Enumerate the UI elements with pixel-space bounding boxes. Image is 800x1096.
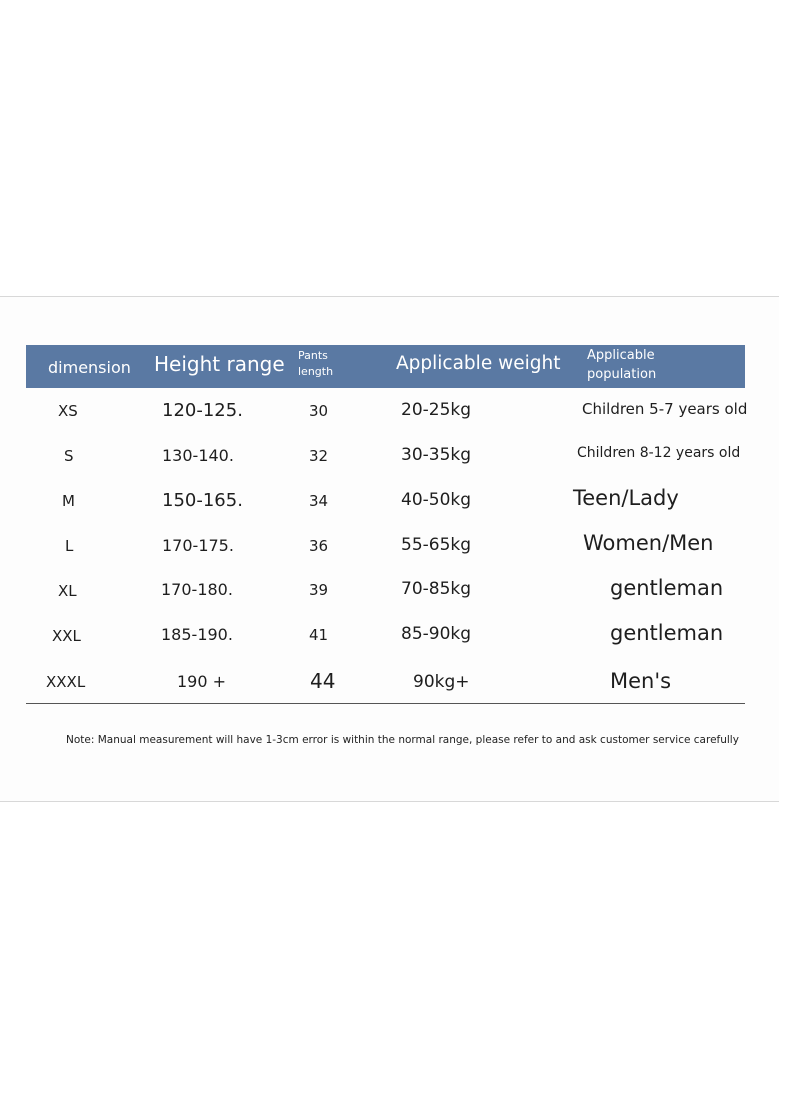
row-xxxl-size: XXXL bbox=[46, 673, 86, 691]
row-m-weight: 40-50kg bbox=[401, 490, 472, 510]
row-m-pants: 34 bbox=[309, 492, 329, 510]
row-xs-weight: 20-25kg bbox=[401, 400, 472, 420]
row-s-size: S bbox=[64, 447, 74, 465]
header-dimension: dimension bbox=[48, 358, 131, 377]
row-xxxl-height: 190 + bbox=[177, 672, 227, 691]
row-l-size: L bbox=[65, 537, 74, 555]
row-l-height: 170-175. bbox=[162, 536, 234, 555]
row-xs-population: Children 5-7 years old bbox=[582, 400, 748, 418]
header-applicable-weight: Applicable weight bbox=[396, 353, 561, 374]
row-xs-size: XS bbox=[58, 402, 78, 420]
row-xl-pants: 39 bbox=[309, 581, 329, 599]
header-pants-length-line1: Pants bbox=[298, 349, 328, 362]
table-header bbox=[26, 345, 745, 388]
row-xxl-pants: 41 bbox=[309, 626, 329, 644]
row-s-population: Children 8-12 years old bbox=[577, 445, 741, 461]
row-xs-height: 120-125. bbox=[162, 400, 243, 421]
header-height-range: Height range bbox=[154, 352, 285, 376]
row-m-population: Teen/Lady bbox=[573, 486, 679, 510]
row-l-weight: 55-65kg bbox=[401, 535, 472, 555]
row-xxxl-pants: 44 bbox=[310, 669, 336, 693]
row-xxxl-population: Men's bbox=[610, 669, 672, 693]
row-xxxl-weight: 90kg+ bbox=[413, 672, 470, 692]
row-xxl-weight: 85-90kg bbox=[401, 624, 472, 644]
header-applicable-population-line1: Applicable bbox=[587, 348, 655, 363]
header-pants-length-line2: length bbox=[298, 365, 334, 378]
row-s-height: 130-140. bbox=[162, 446, 234, 465]
row-xxl-height: 185-190. bbox=[161, 625, 233, 644]
row-xs-pants: 30 bbox=[309, 402, 329, 420]
measurement-note: Note: Manual measurement will have 1-3cm error is within the normal range, please refer to and ask customer service carefully bbox=[66, 734, 739, 746]
row-s-pants: 32 bbox=[309, 447, 329, 465]
row-xxl-population: gentleman bbox=[610, 621, 724, 645]
row-m-height: 150-165. bbox=[162, 490, 243, 511]
row-xl-size: XL bbox=[58, 582, 77, 600]
row-l-pants: 36 bbox=[309, 537, 329, 555]
row-xxl-size: XXL bbox=[52, 627, 81, 645]
row-s-weight: 30-35kg bbox=[401, 445, 472, 465]
row-xl-population: gentleman bbox=[610, 576, 724, 600]
row-xl-weight: 70-85kg bbox=[401, 579, 472, 599]
table-bottom-rule bbox=[26, 703, 745, 704]
header-applicable-population-line2: population bbox=[587, 367, 657, 382]
row-l-population: Women/Men bbox=[583, 531, 714, 555]
row-xl-height: 170-180. bbox=[161, 580, 233, 599]
row-m-size: M bbox=[62, 492, 75, 510]
